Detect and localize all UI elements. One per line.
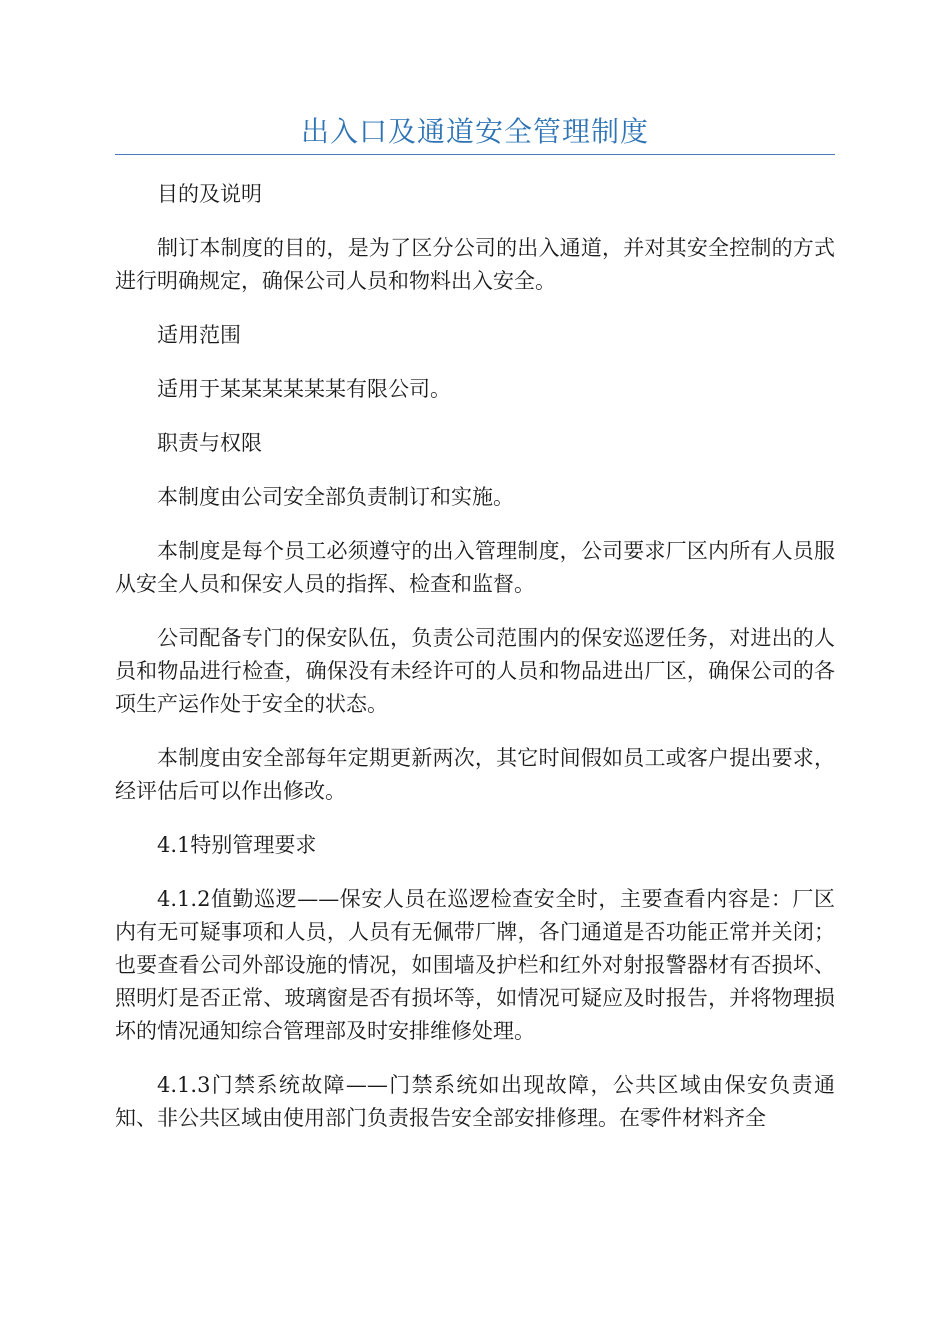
section-heading-scope: 适用范围: [157, 323, 241, 347]
paragraph-responsibility-2: 本制度是每个员工必须遵守的出入管理制度，公司要求厂区内所有人员服从安全人员和保安人员的指挥、检查和监督。: [115, 539, 835, 596]
section-heading-responsibility: 职责与权限: [157, 431, 262, 455]
paragraph-responsibility-4: 本制度由安全部每年定期更新两次，其它时间假如员工或客户提出要求，经评估后可以作出修改。: [115, 746, 835, 803]
paragraph-responsibility-3: 公司配备专门的保安队伍，负责公司范围内的保安巡逻任务，对进出的人员和物品进行检查，确保没有未经许可的人员和物品进出厂区，确保公司的各项生产运作处于安全的状态。: [115, 626, 835, 716]
paragraph-purpose: 制订本制度的目的，是为了区分公司的出入通道，并对其安全控制的方式进行明确规定，确保公司人员和物料出入安全。: [115, 236, 835, 293]
paragraph-patrol: 4.1.2值勤巡逻——保安人员在巡逻检查安全时，主要查看内容是：厂区内有无可疑事项和人员，人员有无佩带厂牌，各门通道是否功能正常并关闭；也要查看公司外部设施的情况，如围墙及护栏和红外对射报警器材有否损坏、照明灯是否正常、玻璃窗是否有损坏等，如情况可疑应及时报告，并将物理损坏的情况通知综合管理部及时安排维修处理。: [115, 887, 835, 1043]
paragraph-access-control-fault: 4.1.3门禁系统故障——门禁系统如出现故障，公共区域由保安负责通知、非公共区域由使用部门负责报告安全部安排修理。在零件材料齐全: [115, 1073, 835, 1130]
document-body: [115, 178, 835, 1156]
document-title: 出入口及通道安全管理制度: [300, 115, 649, 148]
section-heading-special-requirements: 4.1特别管理要求: [157, 833, 317, 857]
title-underline: [115, 154, 835, 155]
section-heading-purpose: 目的及说明: [157, 182, 262, 206]
paragraph-scope: 适用于某某某某某某有限公司。: [157, 377, 451, 401]
paragraph-responsibility-1: 本制度由公司安全部负责制订和实施。: [157, 485, 514, 509]
